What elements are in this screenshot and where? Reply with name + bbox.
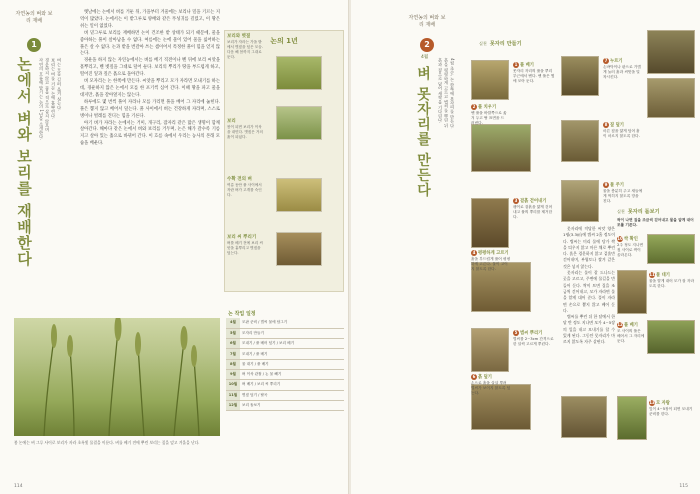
step-photo — [471, 198, 509, 248]
schedule-title: 논 작업 일정 — [228, 311, 256, 317]
chapter-month: 4월 — [421, 55, 429, 60]
cycle-title: 논의 1년 — [270, 37, 298, 45]
season-photo — [276, 178, 322, 212]
step-item: 8 짚 덮기 마른 짚을 얇게 덮어 흙이 마르지 않도록 한다. — [603, 122, 640, 138]
left-page — [0, 0, 349, 494]
page-title: 벼 못자리를 만든다 — [415, 66, 431, 198]
step-item: 5 볍씨 뿌리기 볍씨를 2~3cm 간격으로 한 알씩 고르게 뿌린다. — [513, 330, 554, 346]
table-row: 11월 볏짚 덮기 / 탈곡 — [226, 390, 344, 400]
wheat-stalks — [14, 318, 220, 436]
step-photo — [561, 180, 599, 222]
chapter-number: 1 — [27, 38, 41, 52]
page-number: 114 — [14, 484, 23, 489]
photo-caption: 봄 논에는 벼 그루 사이로 보리가 자라 초록빛 물결을 이룬다. 벼를 베기 전에 뿌린 보리는 짚을 덮고 겨울을 난다. — [14, 440, 200, 445]
table-row: 6월 모내기 / 풀 베어 덮기 / 보리 베기 — [226, 339, 344, 349]
care-photo — [617, 396, 647, 440]
step-item: 2 풀 치우기 벤 풀을 바깥쪽으로 옮겨 두고 땅 표면을 드러낸다. — [471, 104, 507, 125]
season-photo — [276, 232, 322, 266]
season-photo — [276, 106, 322, 140]
step-item: 1 풀 베기 못자리 자리의 풀을 뿌리 부근에서 벤다. 벤 풀은 옆에 모아 둔다. — [513, 62, 555, 83]
table-row: 9월 벼 이삭 관찰 / 논 물 빼기 — [226, 369, 344, 379]
step-photo — [561, 56, 599, 96]
body-text: 못자리에 적당한 씨앗 양은 1평(3.3㎡)에 볍씨 2홉 정도이다. 볍씨는 미리 물에 담가 싹을 틔우지 않고 마른 채로 뿌린다. 흙은 경운하지 않고 겉흙만 걷어내며, 부엽토나 쌀겨 같은 것은 넣지 않는다. 못자리는 물이 잘 드나드는 곳을 고르고, 주변에 물길을 만들어 둔다. 싹이 트면 짚을 조금씩 걷어내고, 모가 자라면 물을 얕게 대어 준다. 풀이 자라면 손으로 뽑지 않고 베어 둔다. 볍씨를 뿌린 뒤 한 달에서 한 달 반 정도 지나면 모가 4~5장의 잎을 내고 모내기를 할 수 있게 된다. 그동안 못자리가 마르지 않도록 자주 살핀다. — [563, 226, 615, 345]
table-row: 5월 모자리 만들기 — [226, 328, 344, 338]
care-item: 11물 대기 물을 얕게 대어 모가 잘 자라도록 한다. — [649, 272, 695, 288]
chapter-number: 2 — [420, 38, 434, 52]
care-photo — [647, 320, 695, 354]
step-item: 4 평평하게 고르기 흙을 부드럽게 풀어 평평하게 고른다. 물이 고이지 않도록 한다. — [471, 250, 511, 271]
series-label: 자연농의 벼와 보리 재배 — [15, 11, 53, 24]
season-desc: 벼를 베기 전에 보리 씨앗을 흩뿌리고 볏짚을 덮는다. — [227, 241, 263, 255]
season-desc: 봄이 되면 보리가 이삭을 내민다. 볏짚은 거의 흙이 되었다. — [227, 125, 263, 139]
page-number: 115 — [679, 484, 688, 489]
season-photo — [276, 56, 322, 90]
step-photo — [647, 30, 695, 74]
season-label: 보리와 볏짚 — [227, 34, 251, 39]
care-intro: 싹이 나면 짚을 조금씩 걷어내고 물을 얕게 대어 모를 기른다. — [617, 218, 694, 227]
step-item: 9 물 주기 물을 충분히 주고 새들에게 먹히지 않도록 망을 친다. — [603, 182, 643, 203]
series-label: 자연농의 벼와 보리 재배 — [408, 15, 446, 28]
step-photo — [561, 120, 599, 162]
table-row: 7월 모내기 / 풀 베기 — [226, 349, 344, 359]
season-label: 수확 전의 벼 — [227, 177, 252, 182]
season-desc: 보리가 자라는 가을 밭에서 볏짚을 덮은 모습. 다음 해 봄까지 그대로 둔다. — [227, 40, 263, 59]
field-photo — [14, 318, 220, 436]
right-page — [351, 0, 700, 494]
care-item: 13모 자람 잎이 4~5장이 되면 모내기 준비를 한다. — [649, 400, 693, 416]
step-item: 7 누르기 손바닥이나 판으로 가볍게 눌러 흙과 씨앗을 밀착시킨다. — [603, 58, 641, 79]
schedule-table — [226, 318, 344, 411]
page-subtitle: 벼는 모를 길러 옮겨 심는다. 보리는 벼를 거둔 논에 흩뿌린다. 경운하지 않고 풀을 적으로 삼지 않으며 자연의 흐름에 맡기는 논의 1년을 소개한다. — [39, 58, 62, 140]
step-photo — [471, 328, 509, 372]
care-item: 10싹 확인 2주 정도 지나면 짚 사이로 싹이 올라온다. — [617, 236, 644, 257]
step-photo — [561, 396, 607, 438]
season-desc: 여름 동안 풀 사이에서 자란 벼가 고개를 숙인다. — [227, 183, 262, 197]
care-photo — [617, 270, 647, 314]
step-item: 6 흙 덮기 손으로 흙을 살살 뿌려 볍씨가 보이지 않도록 덮는다. — [471, 374, 511, 395]
section-title: 실천 못자리 만들기 — [479, 41, 522, 47]
page-title: 논에서 벼와 보리를 재배한다 — [15, 56, 33, 267]
step-photo — [471, 124, 531, 172]
step-photo — [471, 60, 509, 100]
table-row: 12월 보리 돌보기 — [226, 400, 344, 410]
body-text: 옛날에는 논에서 벼를 거둔 뒤, 가을부터 겨울에는 보리나 밀을 기르는 지역이 많았다. 논에서는 이 밭그루로 양배와 같은 푸성귀를 길렀고, 이 땅은 쉬는 일이 없었다. 벼 밑그루로 보리를 재배하면 논이 건조한 밭 상태가 되기 때문에, 물을 좋아하는 풀이 살아남을 수 없다. 여름에는 논에 물이 있어 물을 싫어하는 풀은 살 수 없다. 논과 밭을 번갈아 쓰는 셈이어서 특정한 풀이 힘을 얻지 않는다. 경운을 하지 않는 자연농에서는 벼를 베기 직전이나 벤 뒤에 보리 씨앗을 흩뿌리고, 벤 볏짚을 그대로 덮어 둔다. 보리의 뿌리가 땅을 부드럽게 하고, 떨어진 잎과 짚은 흙으로 돌아간다. 벼 모자리는 논 한쪽에 만든다. 씨앗을 뿌리고 모가 자라면 모내기를 하는데, 경운하지 않은 논에서 모를 한 포기씩 심어 간다. 이때 땅을 파고 물을 대지만, 흙을 갈아엎지는 않는다. 하루에도 몇 번씩 풀이 자라나 모를 가리면 풀을 베어 그 자리에 눕힌다. 풀은 뽑지 않고 베어서 덮는다. 풀 사이에서 벼는 건강하게 자라며, 스스로 병이나 벌레를 견디는 힘을 기른다. 아기 벼가 자라는 논에서는 거미, 개구리, 잠자리 같은 많은 생명이 함께 살아간다. 해마다 같은 논에서 벼와 보리를 거두며, 논은 해가 갈수록 기름지고 살아 있는 흙으로 바뀌어 간다. 이 흐름 속에서 우리는 농사의 본래 모습을 배운다. — [80, 10, 220, 147]
step-item: 3 겉흙 걷어내기 괭이로 겉흙을 얇게 걷어내고 풀의 뿌리를 제거한다. — [513, 198, 553, 219]
care-item: 12풀 베기 모 사이의 풀은 베어서 그 자리에 둔다. — [617, 322, 645, 343]
page-subtitle: 4월 초순, 논 한쪽에 못자리를 만든다. 흙을 평평하게 고르고 볍씨를 뿌린 뒤 흙과 짚으로 덮어 새싹을 기다린다. — [438, 58, 455, 129]
care-photo — [647, 234, 695, 264]
season-label: 보리 씨 뿌리기 — [227, 235, 257, 240]
section-title: 실천 못자리 돌보기 — [617, 209, 660, 215]
step-photo — [647, 78, 695, 118]
table-row: 10월 벼 베기 / 보리 씨 뿌리기 — [226, 380, 344, 390]
table-row: 4월 모판 준비 / 볍씨 물에 담그기 — [226, 318, 344, 328]
table-row: 8월 물 대기 / 풀 베기 — [226, 359, 344, 369]
season-label: 보리 — [227, 119, 236, 124]
